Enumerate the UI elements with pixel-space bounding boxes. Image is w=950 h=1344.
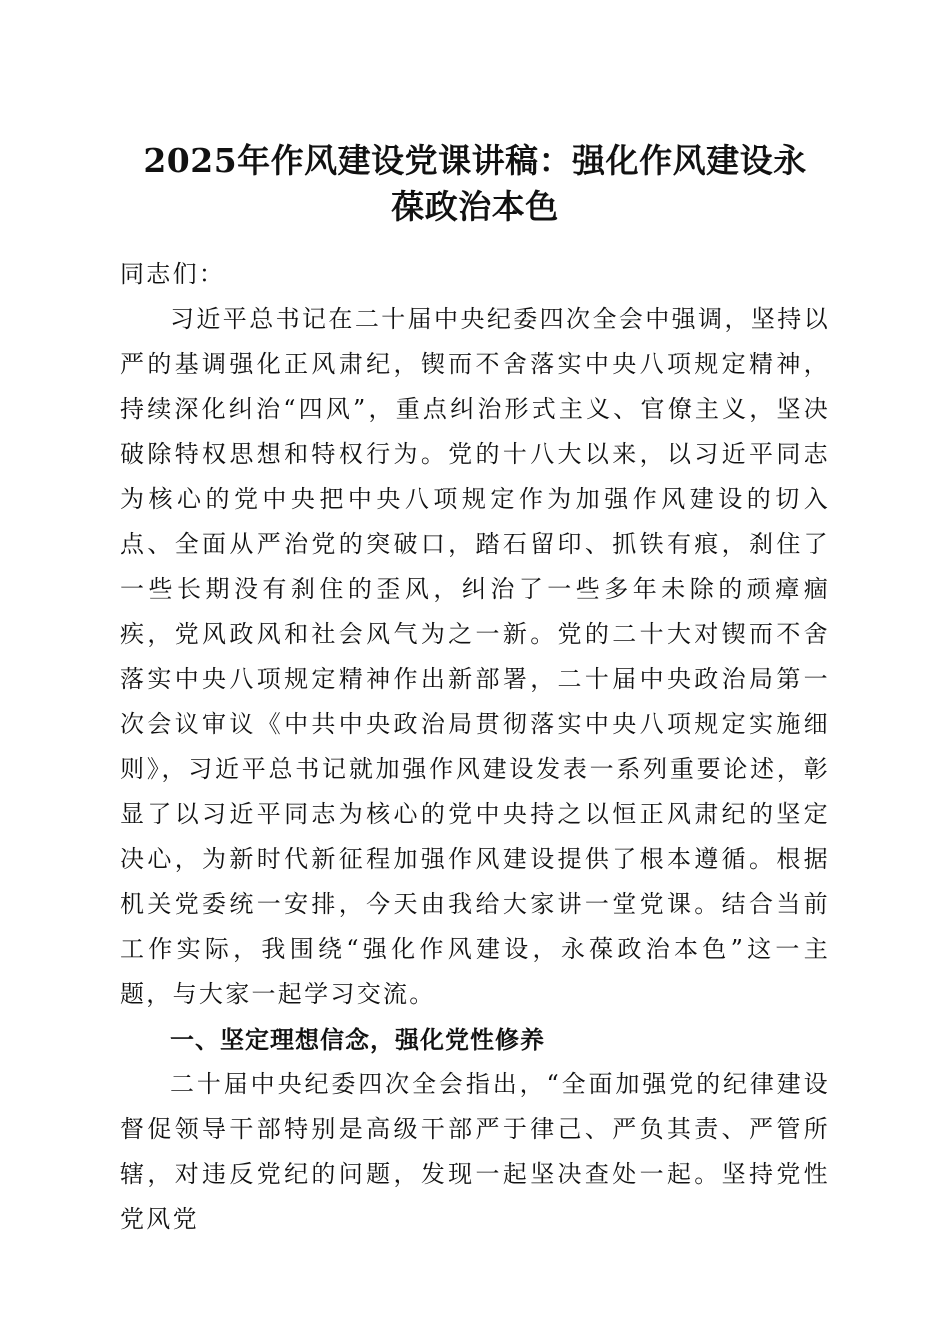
- section-heading: 一、坚定理想信念，强化党性修养: [170, 1025, 545, 1054]
- salutation: 同志们：: [120, 260, 226, 288]
- title-line-1: 2025年作风建设党课讲稿：强化作风建设永: [143, 141, 807, 180]
- title-line-2: 葆政治本色: [391, 187, 559, 226]
- intro-paragraph: 习近平总书记在二十届中央纪委四次全会中强调，坚持以严的基调强化正风肃纪，锲而不舍落实中央八项规定精神，持续深化纠治“四风”，重点纠治形式主义、官僚主义，坚决破除特权思想和特权行为。党的十八大以来，以习近平同志为核心的党中央把中央八项规定作为加强作风建设的切入点、全面从严治党的突破口，踏石留印、抓铁有痕，刹住了一些长期没有刹住的歪风，纠治了一些多年未除的顽瘴痼疾，党风政风和社会风气为之一新。党的二十大对锲而不舍落实中央八项规定精神作出新部署，二十届中央政治局第一次会议审议《中共中央政治局贯彻落实中央八项规定实施细则》，习近平总书记就加强作风建设发表一系列重要论述，彰显了以习近平同志为核心的党中央持之以恒正风肃纪的坚定决心，为新时代新征程加强作风建设提供了根本遵循。根据机关党委统一安排，今天由我给大家讲一堂党课。结合当前工作实际，我围绕“强化作风建设，永葆政治本色”这一主题，与大家一起学习交流。: [120, 305, 830, 1008]
- document-body: [120, 252, 830, 1242]
- document-title: [120, 138, 830, 230]
- section-paragraph: 二十届中央纪委四次全会指出，“全面加强党的纪律建设督促领导干部特别是高级干部严于律己、严负其责、严管所辖，对违反党纪的问题，发现一起坚决查处一起。坚持党性党风党: [120, 1070, 830, 1233]
